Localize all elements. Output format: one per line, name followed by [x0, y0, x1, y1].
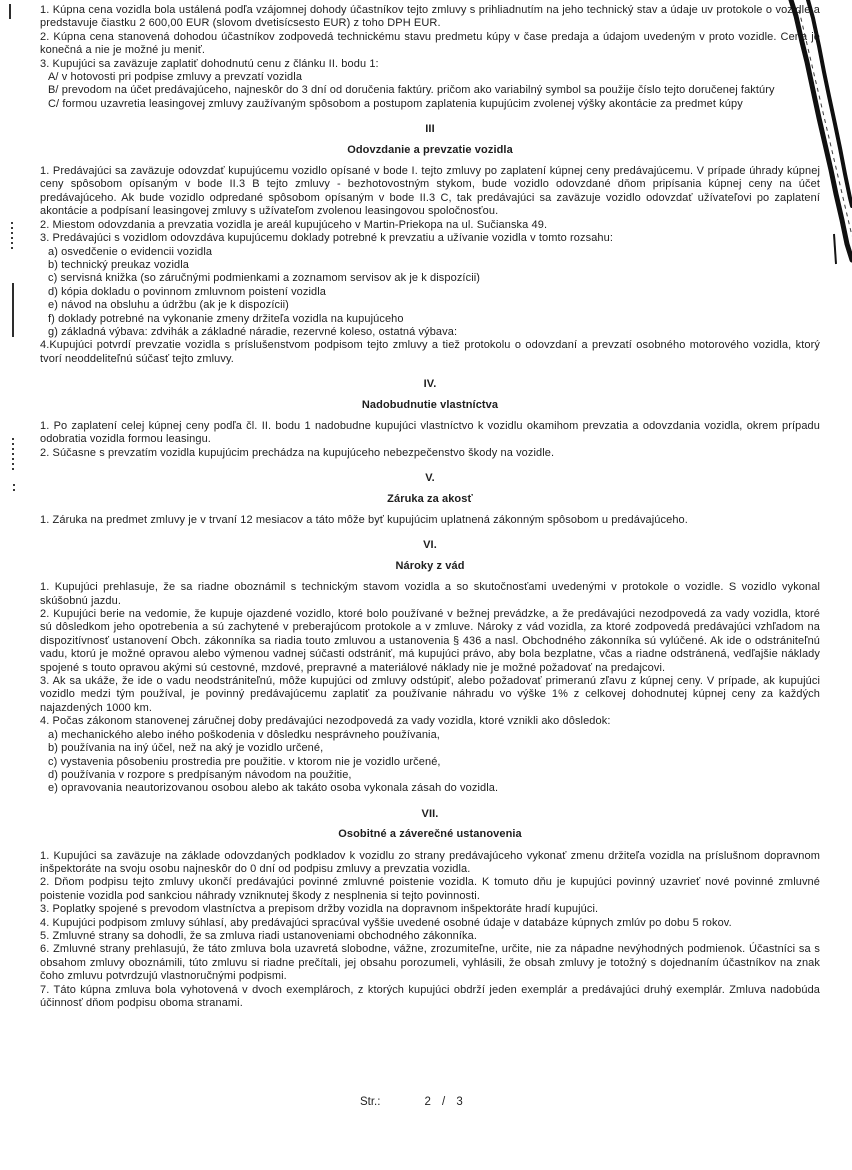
- section-paragraph: e) návod na obsluhu a údržbu (ak je k dispozícii): [48, 299, 289, 312]
- section-number: V.: [425, 472, 435, 485]
- section-paragraph: a) osvedčenie o evidencii vozidla: [48, 245, 213, 258]
- section-paragraph: 2. Dňom podpisu tejto zmluvy ukončí predávajúci povinné zmluvné poistenie vozidla. K tomuto dňu je kupujúci povinný uzavrieť nové povinné zmluvné poistenie vozidla pod sankciou náhrady vzniknutej škody z nesplnenia si tejto povinnosti.: [40, 876, 820, 902]
- section-paragraph: 1. Kupujúci prehlasuje, že sa riadne oboznámil s technickým stavom vozidla a so skutočnosťami uvedenými v protokole o vozidle. S vozidlo vykonal skúšobnú jazdu.: [40, 581, 820, 607]
- section-paragraph: 1. Predávajúci sa zaväzuje odovzdať kupujúcemu vozidlo opísané v bode I. tejto zmluvy po zaplatení kúpnej ceny predávajúcemu. V prípade úhrady kúpnej ceny spôsobom opísaným v bode II.3 B tejto zmluvy - bezhotovostným stykom, bude vozidlo odovzdané dňom pripísania kúpnej ceny na účet predávajúceho. Ak bude vozidlo odpredané spôsobom opísaným v bode II.3 C, tak predávajúci sa zaväzuje vozidlo odovzdať užívateľovi po zaplatení akontácie a podpísaní leasingovej zmluvy s užívateľom zvolenou leasingovou spoločnosťou.: [40, 165, 820, 218]
- section-paragraph: a) mechanického alebo iného poškodenia v dôsledku nesprávneho používania,: [48, 728, 440, 741]
- section-title: Záruka za akosť: [387, 492, 473, 505]
- section-paragraph: 1. Po zaplatení celej kúpnej ceny podľa čl. II. bodu 1 nadobudne kupujúci vlastníctvo k vozidlu okamihom prevzatia a odovzdania vozidla, okrem prípadu odobratia vozidla formou leasingu.: [40, 419, 820, 446]
- page-footer: [360, 1096, 467, 1108]
- section-paragraph: b) používania na iný účel, než na aký je vozidlo určené,: [48, 742, 324, 755]
- scan-edge-mark: [12, 283, 14, 337]
- intro-paragraph: A/ v hotovosti pri podpise zmluvy a prevzatí vozidla: [48, 71, 303, 84]
- section-paragraph: e) opravovania neautorizovanou osobou alebo ak takáto osoba vykonala zásah do vozidla.: [48, 782, 499, 795]
- section-paragraph: c) servisná knižka (so záručnými podmienkami a zoznamom servisov ak je k dispozícii): [48, 272, 481, 285]
- section-title: Osobitné a záverečné ustanovenia: [338, 828, 522, 841]
- scan-edge-mark: [9, 4, 11, 19]
- scan-edge-mark: [11, 222, 13, 252]
- section-paragraph: d) používania v rozpore s predpísaným návodom na použitie,: [48, 768, 352, 781]
- intro-paragraph: 2. Kúpna cena stanovená dohodou účastníkov zodpovedá technickému stavu predmetu kúpy v čase predaja a údajom uvedeným v proto vozidle. Cena je konečná a nie je možné ju meniť.: [40, 30, 820, 57]
- section-paragraph: g) základná výbava: zdvihák a základné náradie, rezervné koleso, ostatná výbava:: [48, 325, 458, 338]
- section-number: IV.: [423, 378, 437, 391]
- section-paragraph: c) vystavenia pôsobeniu prostredia pre použitie. v ktorom nie je vozidlo určené,: [48, 755, 441, 768]
- section-number: III: [425, 123, 435, 136]
- section-paragraph: 5. Zmluvné strany sa dohodli, že sa zmluva riadi ustanoveniami obchodného zákonníka.: [40, 929, 478, 942]
- section-paragraph: 7. Táto kúpna zmluva bola vyhotovená v dvoch exemplároch, z ktorých kupujúci obdrží jeden exemplár a predávajúci druhý exemplár. Zmluva nadobúda účinnosť dňom podpisu oboma stranami.: [40, 983, 820, 1009]
- intro-paragraph: 3. Kupujúci sa zaväzuje zaplatiť dohodnutú cenu z článku II. bodu 1:: [40, 57, 379, 70]
- section-paragraph: 6. Zmluvné strany prehlasujú, že táto zmluva bola uzavretá slobodne, vážne, zrozumiteľne, určite, nie za nápadne nevýhodných podmienok. Účastníci sa s obsahom zmluvy oboznámili, túto zmluvu si riadne prečítali, jej obsahu porozumeli, vyhlásili, že obsah zmluvy je totožný s dojednaním účastníkov na znak čoho zmluvu potvrdzujú vlastnoručnými podpismi.: [40, 943, 820, 983]
- section-paragraph: f) doklady potrebné na vykonanie zmeny držiteľa vozidla na kupujúceho: [48, 312, 404, 325]
- section-paragraph: 2. Kupujúci berie na vedomie, že kupuje ojazdené vozidlo, ktoré bolo používané v bežnej prevádzke, a že predávajúci nezodpovedá za vady vozidla, ktoré sú dôsledkom jeho opotrebenia a sú zachytené v preberajúcom protokole a v zmluve. Nároky z vád vozidla, za ktoré zodpovedá predávajúci vzhľadom na dispozitívnosť ustanovení Obch. zákonníka sa riadia touto zmluvou a ustanovenia § 436 a nasl. Obchodného zákonníka sú vylúčené. Ak ide o odstrániteľnú vadu, ktorú je možné opravou alebo výmenou vadnej súčasti odstrániť, má kupujúci právo, aby bola bezplatne, včas a riadne odstránená, vedľajšie náklady spojené s touto opravou akými sú cestovné, mzdové, prepravné a materiálové náklady nie je možné požadovať na predajcovi.: [40, 608, 820, 674]
- section-paragraph: 4.Kupujúci potvrdí prevzatie vozidla s príslušenstvom podpisom tejto zmluvy a tiež protokolu o odovzdaní a prevzatí osobného motorového vozidla, ktorý tvorí neoddeliteľnú súčasť tejto zmluvy.: [40, 339, 820, 365]
- scan-edge-mark: [13, 484, 15, 493]
- section-title: Nadobudnutie vlastníctva: [361, 398, 499, 411]
- intro-paragraph: B/ prevodom na účet predávajúceho, najneskôr do 3 dní od doručenia faktúry. pričom ako variabilný symbol sa použije číslo tejto doručenej faktúry: [48, 84, 775, 97]
- section-paragraph: 3. Predávajúci s vozidlom odovzdáva kupujúcemu doklady potrebné k prevzatiu a užívanie vozidla v tomto rozsahu:: [40, 232, 614, 245]
- scan-edge-mark: [12, 438, 14, 471]
- section-paragraph: 3. Ak sa ukáže, že ide o vadu neodstrániteľnú, môže kupujúci od zmluvy odstúpiť, alebo požadovať primeranú zľavu z kúpnej ceny. V prípade, ak kupujúci vozidlo medzi tým používal, je povinný predávajúcemu zaplatiť za používanie náhradu vo výške 1% z celkovej dohodnutej kúpnej ceny za každých najazdených 1000 km.: [40, 675, 820, 714]
- section-paragraph: 2. Súčasne s prevzatím vozidla kupujúcim prechádza na kupujúceho nebezpečenstvo škody na vozidle.: [40, 446, 555, 459]
- section-paragraph: 1. Kupujúci sa zaväzuje na základe odovzdaných podkladov k vozidlu zo strany predávajúceho vykonať zmenu držiteľa vozidla na príslušnom dopravnom inšpektoráte na svoju osobu najneskôr do 0 dní od podpisu zmluvy a prevzatia vozidla.: [40, 849, 820, 875]
- section-number: VI.: [423, 539, 437, 552]
- section-paragraph: d) kópia dokladu o povinnom zmluvnom poistení vozidla: [48, 285, 327, 298]
- section-number: VII.: [421, 807, 439, 820]
- section-title: Nároky z vád: [395, 559, 465, 572]
- section-title: Odovzdanie a prevzatie vozidla: [347, 143, 513, 156]
- section-paragraph: 4. Počas zákonom stanovenej záručnej doby predávajúci nezodpovedá za vady vozidla, ktoré vznikli ako dôsledok:: [40, 715, 611, 728]
- footer-page-number: 2 / 3: [424, 1096, 467, 1108]
- footer-page-label: Str.:: [360, 1096, 381, 1108]
- section-paragraph: 3. Poplatky spojené s prevodom vlastníctva a prepisom držby vozidla na dopravnom inšpektoráte hradí kupujúci.: [40, 903, 599, 916]
- section-paragraph: 4. Kupujúci podpisom zmluvy súhlasí, aby predávajúci spracúval vyššie uvedené osobné údaje v databáze kúpnych zmlúv po dobu 5 rokov.: [40, 916, 732, 929]
- intro-paragraph: 1. Kúpna cena vozidla bola ustálená podľa vzájomnej dohody účastníkov tejto zmluvy s prihliadnutím na jeho technický stav a údaje uv protokole o vozidle a predstavuje čiastku 2 600,00 EUR (slovom dvetisícsesto EUR) z toho DPH EUR.: [40, 4, 820, 30]
- section-paragraph: b) technický preukaz vozidla: [48, 258, 189, 271]
- section-paragraph: 1. Záruka na predmet zmluvy je v trvaní 12 mesiacov a táto môže byť kupujúcim uplatnená zákonným spôsobom u predávajúceho.: [40, 514, 688, 526]
- section-paragraph: 2. Miestom odovzdania a prevzatia vozidla je areál kupujúceho v Martin-Priekopa na ul. Sučianska 49.: [40, 218, 548, 231]
- contract-body: [40, 4, 820, 1010]
- intro-paragraph: C/ formou uzavretia leasingovej zmluvy zaužívaným spôsobom a postupom zaplatenia kupujúcim zvolenej výšky akontácie za predmet kúpy: [48, 97, 743, 110]
